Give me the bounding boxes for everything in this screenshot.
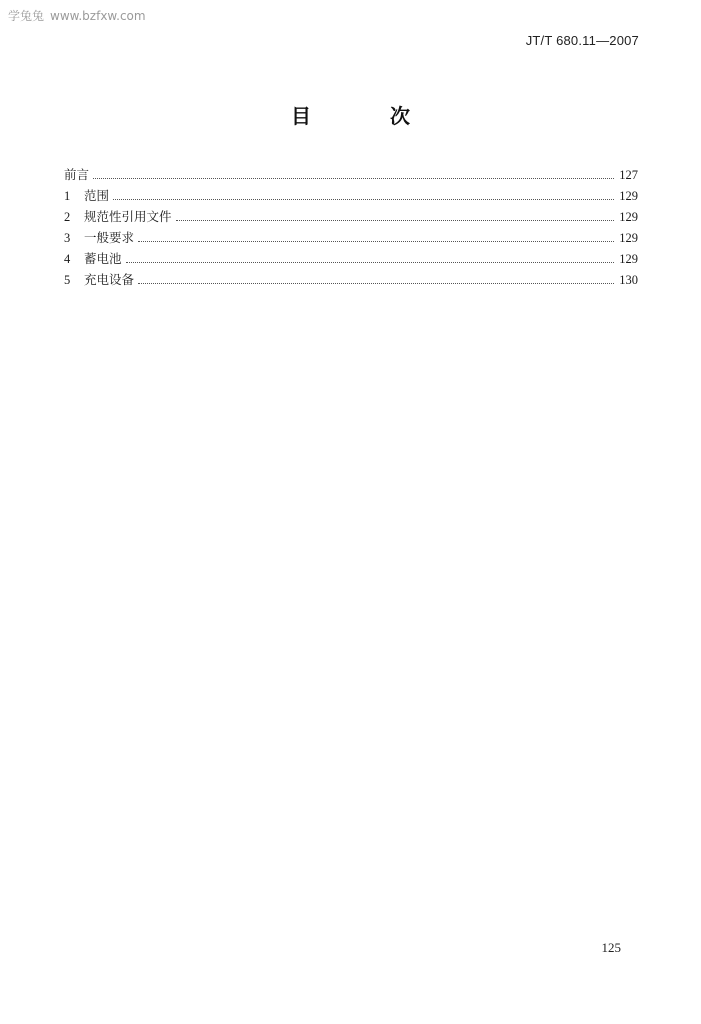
page-title: 目 次 (291, 104, 446, 128)
toc-leader-dots (176, 219, 615, 221)
toc-entry (64, 269, 638, 290)
toc-entry-label: 规范性引用文件 (84, 209, 172, 224)
toc-entry-number: 5 (64, 273, 71, 287)
table-of-contents (64, 164, 638, 290)
toc-entry-page: 129 (619, 252, 638, 266)
toc-entry-number: 1 (64, 189, 71, 203)
watermark (8, 7, 146, 24)
toc-leader-dots (138, 240, 614, 242)
toc-entry-page: 130 (619, 273, 638, 287)
toc-entry (64, 164, 638, 185)
toc-leader-dots (138, 282, 614, 284)
toc-entry-number: 4 (64, 252, 71, 266)
watermark-url: www.bzfxw.com (50, 9, 146, 23)
toc-entry-label: 一般要求 (84, 230, 135, 245)
toc-entry (64, 185, 638, 206)
page-number: 125 (601, 940, 621, 955)
standard-code: JT/T 680.11—2007 (525, 33, 639, 48)
toc-leader-dots (126, 261, 615, 263)
toc-entry-label: 充电设备 (84, 272, 135, 287)
toc-entry-page: 127 (619, 168, 638, 182)
toc-entry-page: 129 (619, 210, 638, 224)
toc-leader-dots (93, 177, 614, 179)
watermark-site-name: 学兔兔 (8, 9, 45, 23)
toc-entry-number: 2 (64, 210, 71, 224)
toc-entry-label: 蓄电池 (84, 251, 122, 266)
toc-leader-dots (113, 198, 614, 200)
toc-entry-label: 范围 (84, 188, 110, 203)
toc-entry (64, 248, 638, 269)
toc-entry-page: 129 (619, 189, 638, 203)
toc-entry-number: 3 (64, 231, 71, 245)
toc-entry (64, 227, 638, 248)
toc-entry-label: 前言 (64, 167, 90, 182)
toc-entry (64, 206, 638, 227)
toc-entry-page: 129 (619, 231, 638, 245)
